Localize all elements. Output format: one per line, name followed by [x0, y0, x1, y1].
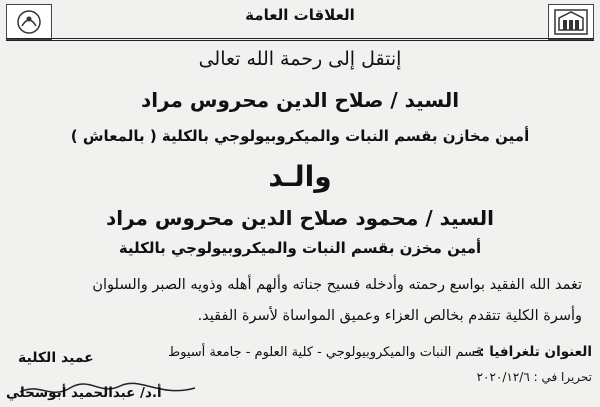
- relation-word: والـد: [268, 160, 332, 193]
- faculty-logo-icon: [6, 4, 52, 40]
- header-banner: العلاقات العامة: [245, 6, 355, 24]
- deceased-title: أمين مخازن بقسم النبات والميكروبيولوجي بالكلية ( بالمعاش ): [70, 127, 530, 145]
- prayer-line: تغمد الله الفقيد بواسع رحمته وأدخله فسيح جناته وألهم أهله وذويه الصبر والسلوان: [92, 277, 582, 293]
- address-value: قسم النبات والميكروبيولوجي - كلية العلوم - جامعة أسيوط: [168, 345, 482, 360]
- address-label: العنوان تلغرافيا :-: [473, 344, 592, 360]
- issue-date: تحريرا في : ٢٠٢٠/١٢/٦: [476, 370, 592, 384]
- dean-name: أ.د/ عبدالحميد أبوسحلي: [6, 385, 162, 401]
- relative-title: أمين مخزن بقسم النبات والميكروبيولوجي بالكلية: [118, 239, 482, 257]
- header-divider: [6, 38, 594, 41]
- opening-line: إنتقل إلى رحمة الله تعالى: [198, 48, 402, 70]
- dean-title: عميد الكلية: [18, 350, 94, 366]
- condolence-line: وأسرة الكلية تتقدم بخالص العزاء وعميق المواساة لأسرة الفقيد.: [197, 308, 582, 324]
- relative-name: السيد / محمود صلاح الدين محروس مراد: [105, 206, 495, 230]
- university-crest-icon: [548, 4, 594, 40]
- deceased-name: السيد / صلاح الدين محروس مراد: [140, 88, 460, 112]
